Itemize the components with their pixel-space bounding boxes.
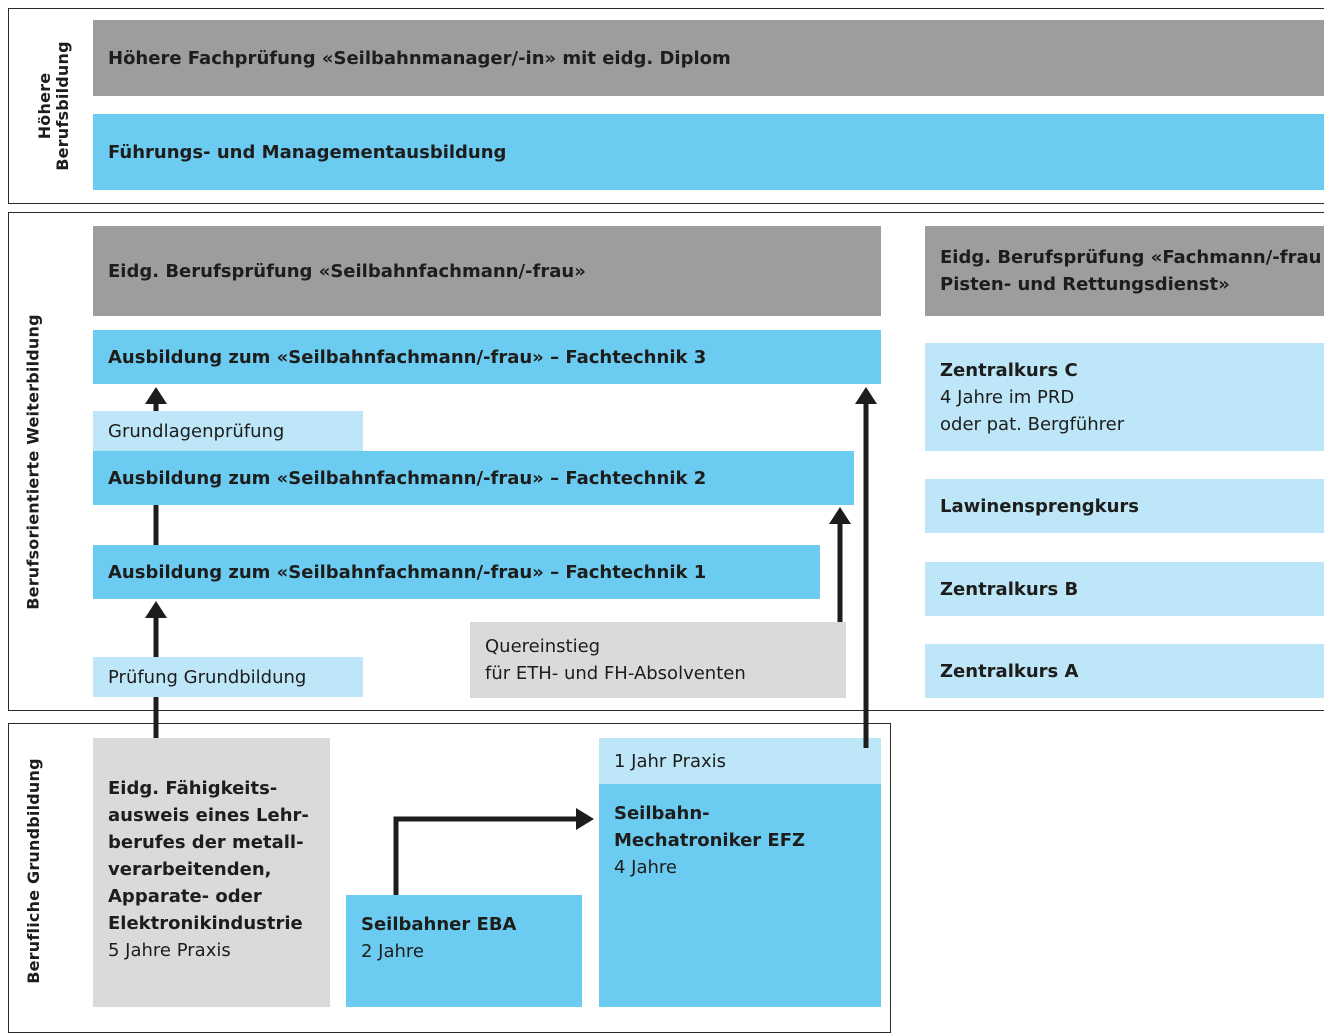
section-label-higher: Höhere Berufsbildung bbox=[35, 41, 72, 171]
zentralkurs-b-label: Zentralkurs B bbox=[940, 578, 1079, 600]
section-label-basic: Berufliche Grundbildung bbox=[24, 758, 43, 984]
seilbahner-eba-note: 2 Jahre bbox=[361, 941, 424, 962]
pisten-exam-line-2: Pisten- und Rettungsdienst» bbox=[940, 274, 1230, 295]
management-label: Führungs- und Managementausbildung bbox=[108, 141, 507, 163]
fachtechnik-3-label: Ausbildung zum «Seilbahnfachmann/-frau» – Fachtechnik 3 bbox=[108, 346, 707, 368]
faehigkeitsausweis-line-4: verarbeitenden, bbox=[108, 859, 272, 880]
arrow-up-icon bbox=[145, 387, 167, 404]
seilbahnfachmann-exam-label: Eidg. Berufsprüfung «Seilbahnfachmann/-frau» bbox=[108, 260, 586, 282]
faehigkeitsausweis-line-1: Eidg. Fähigkeits- bbox=[108, 778, 278, 799]
seilbahner-eba-title: Seilbahner EBA bbox=[361, 914, 517, 935]
section-label-further: Berufsorientierte Weiterbildung bbox=[24, 314, 44, 610]
zentralkurs-c-title: Zentralkurs C bbox=[940, 359, 1078, 381]
mechatroniker-efz-line-2: Mechatroniker EFZ bbox=[614, 830, 806, 851]
zentralkurs-c-line-2: oder pat. Bergführer bbox=[940, 413, 1125, 435]
diploma-label: Höhere Fachprüfung «Seilbahnmanager/-in» mit eidg. Diplom bbox=[108, 47, 731, 69]
mechatroniker-efz-note: 4 Jahre bbox=[614, 857, 677, 878]
faehigkeitsausweis-line-5: Apparate- oder bbox=[108, 886, 262, 907]
fachtechnik-1-label: Ausbildung zum «Seilbahnfachmann/-frau» – Fachtechnik 1 bbox=[108, 561, 707, 583]
arrow-up-icon bbox=[829, 507, 851, 524]
praxis-label: 1 Jahr Praxis bbox=[614, 750, 727, 772]
arrow-right-icon bbox=[576, 808, 594, 830]
arrow-up-icon bbox=[855, 387, 877, 404]
pruefung-grundbildung-label: Prüfung Grundbildung bbox=[108, 666, 307, 688]
zentralkurs-a-label: Zentralkurs A bbox=[940, 660, 1079, 682]
faehigkeitsausweis-note: 5 Jahre Praxis bbox=[108, 940, 231, 961]
fachtechnik-2-label: Ausbildung zum «Seilbahnfachmann/-frau» – Fachtechnik 2 bbox=[108, 467, 707, 489]
grundlagenpruefung-label: Grundlagenprüfung bbox=[108, 420, 285, 442]
faehigkeitsausweis-line-6: Elektronikindustrie bbox=[108, 913, 303, 934]
quereinstieg-line-1: Quereinstieg bbox=[485, 636, 601, 657]
quereinstieg-line-2: für ETH- und FH-Absolventen bbox=[485, 663, 746, 684]
mechatroniker-efz-line-1: Seilbahn- bbox=[614, 803, 710, 824]
pisten-exam-line-1: Eidg. Berufsprüfung «Fachmann/-frau bbox=[940, 247, 1322, 268]
lawinensprengkurs-label: Lawinensprengkurs bbox=[940, 495, 1140, 517]
connector-line bbox=[396, 819, 578, 895]
faehigkeitsausweis-line-2: ausweis eines Lehr- bbox=[108, 805, 309, 826]
arrow-up-icon bbox=[145, 601, 167, 618]
faehigkeitsausweis-line-3: berufes der metall- bbox=[108, 832, 304, 853]
zentralkurs-c-line-1: 4 Jahre im PRD bbox=[940, 386, 1075, 408]
